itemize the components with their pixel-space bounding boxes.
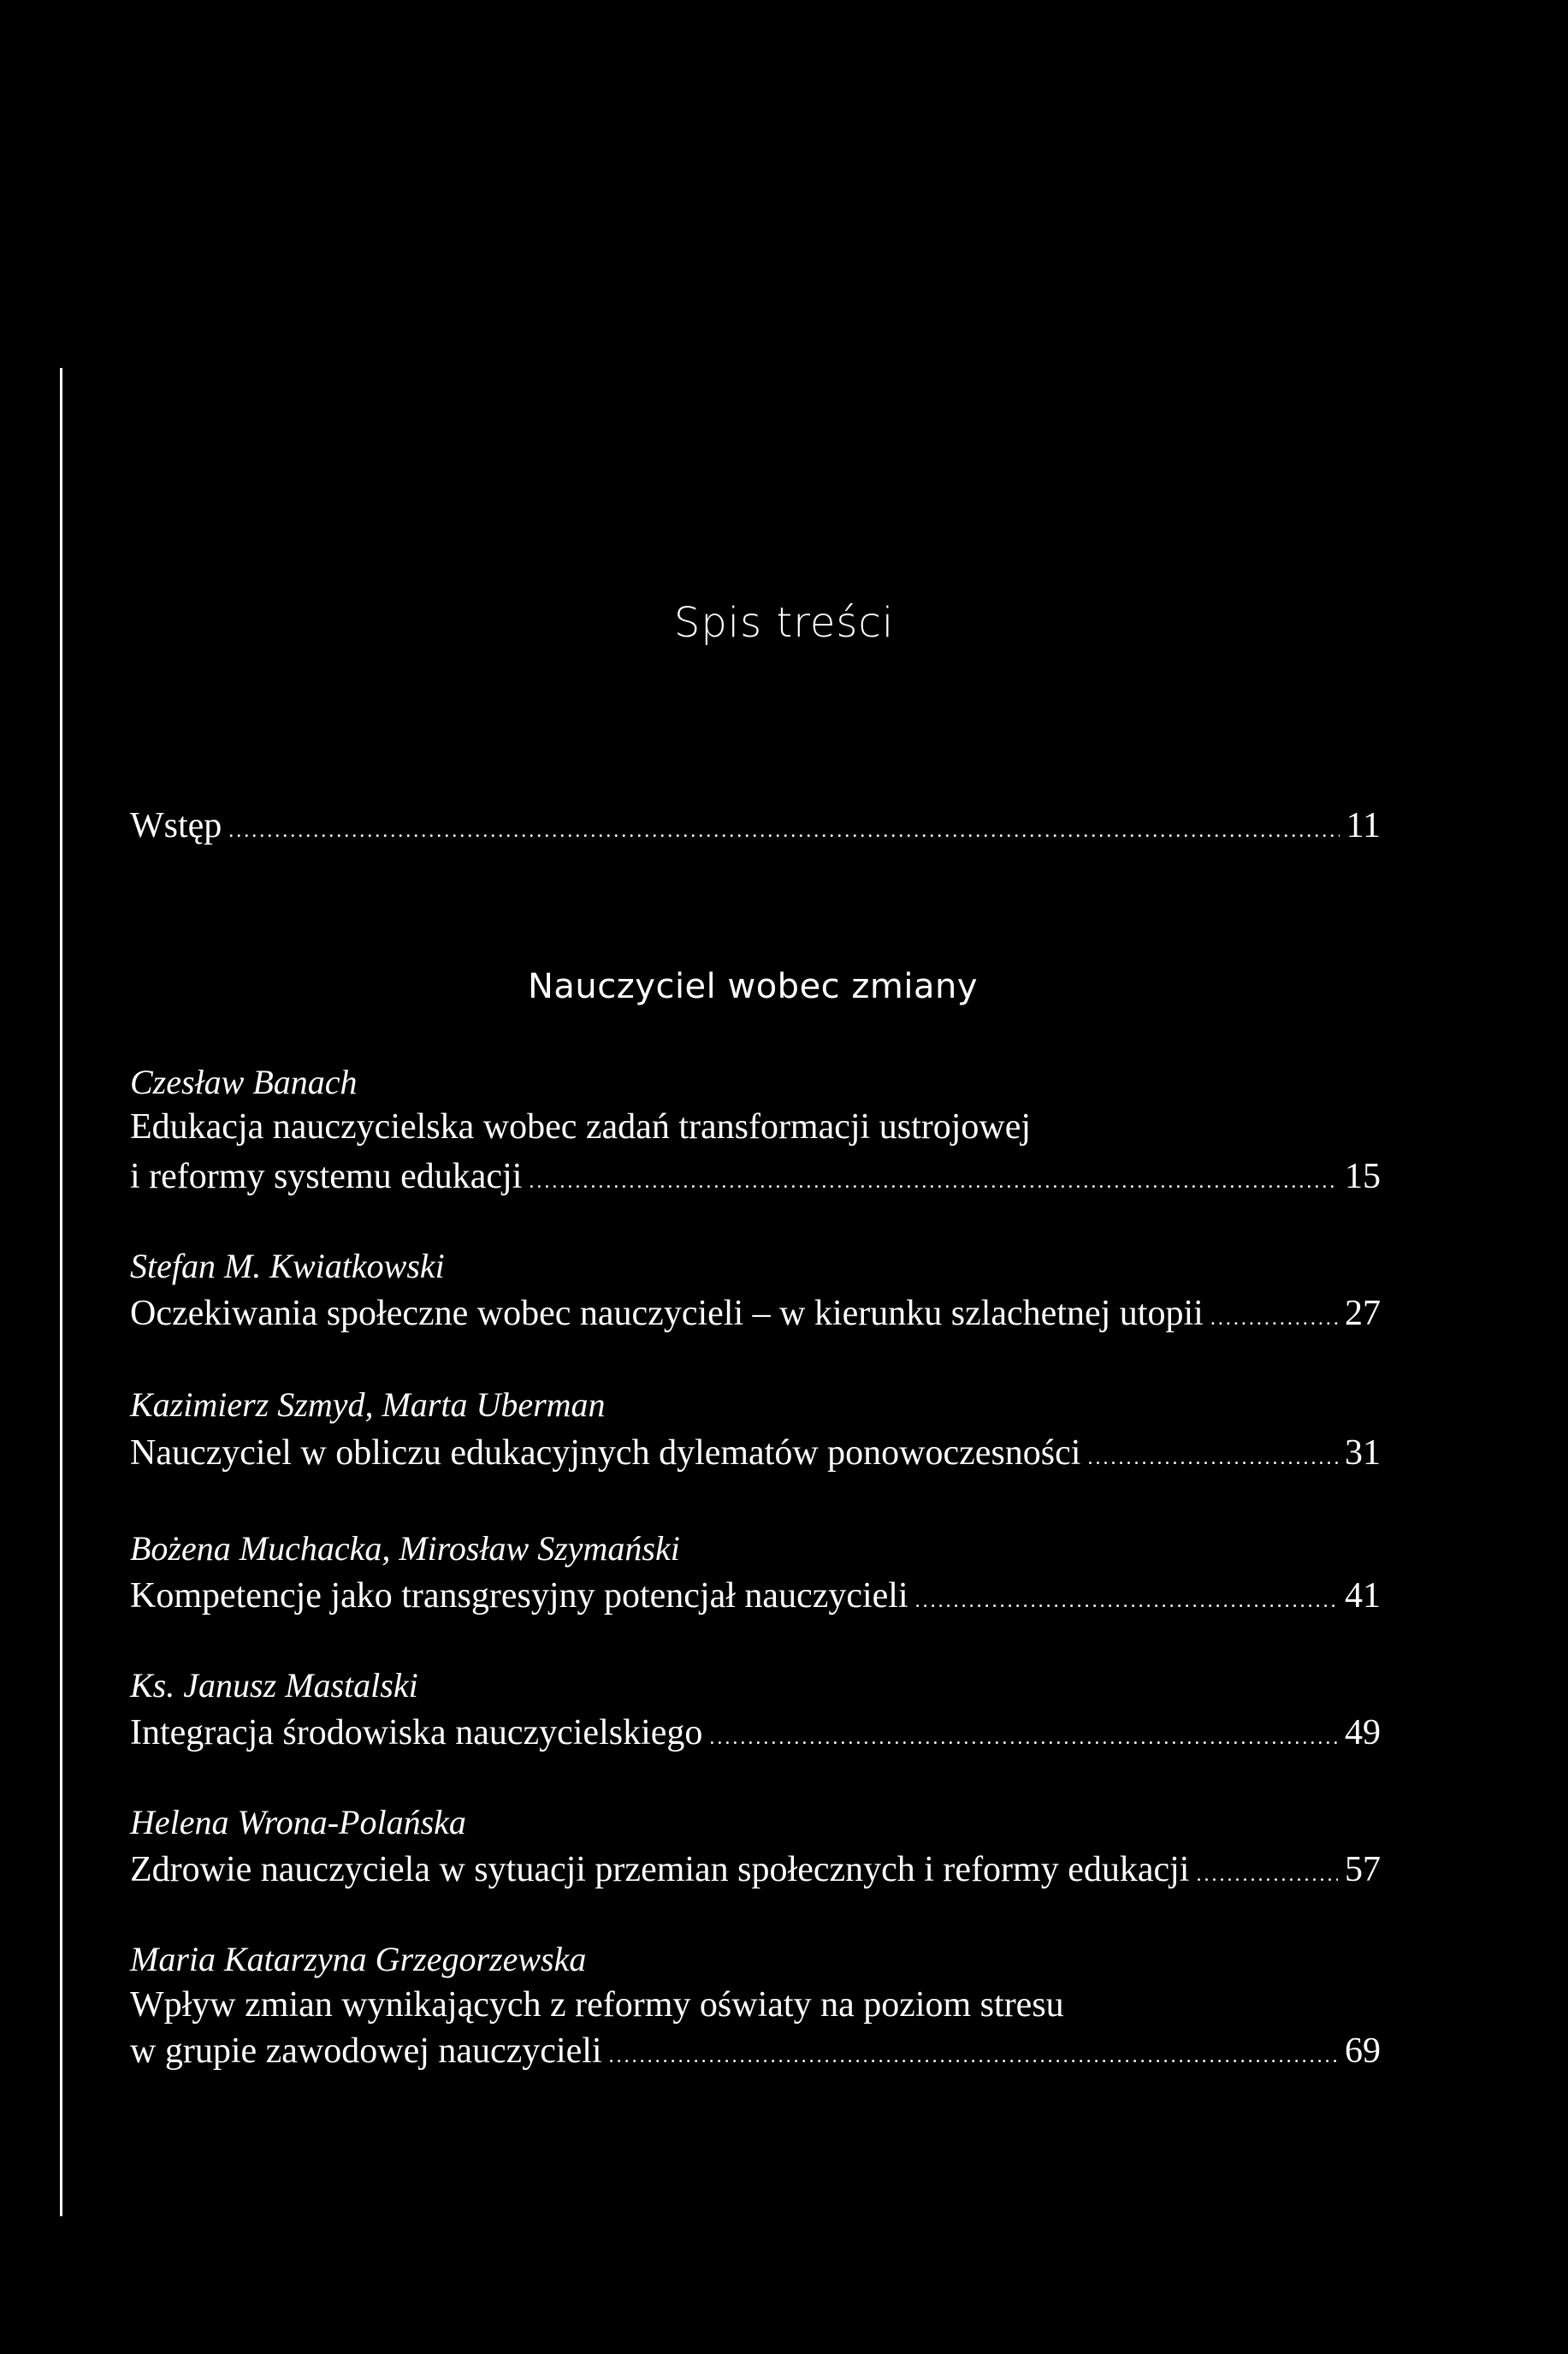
toc-entry-title: Kompetencje jako transgresyjny potencjał nauczycieli	[130, 1576, 908, 1616]
toc-entry[interactable]	[130, 1574, 1381, 1622]
toc-entry[interactable]	[130, 2030, 1381, 2078]
toc-page-number: 69	[1345, 2031, 1381, 2071]
entry-author: Ks. Janusz Mastalski	[130, 1666, 418, 1705]
toc-entry-title: Integracja środowiska nauczycielskiego	[130, 1713, 703, 1752]
page-title: Spis treści	[673, 599, 895, 647]
toc-entry-title: Oczekiwania społeczne wobec nauczycieli – w kierunku szlachetnej utopii	[130, 1294, 1204, 1333]
toc-entry-title-cont: i reformy systemu edukacji	[130, 1157, 523, 1196]
toc-page-number: 41	[1345, 1576, 1381, 1616]
toc-entry-title-cont: w grupie zawodowej nauczycieli	[130, 2031, 602, 2071]
dot-leader	[1210, 1297, 1338, 1340]
toc-entry-title: Nauczyciel w obliczu edukacyjnych dylematów ponowoczesności	[130, 1433, 1081, 1473]
toc-entry[interactable]	[130, 1155, 1381, 1203]
toc-entry[interactable]	[130, 1292, 1381, 1340]
dot-leader	[709, 1717, 1338, 1759]
section-title: Nauczyciel wobec zmiany	[528, 967, 978, 1006]
dot-leader	[529, 1160, 1338, 1203]
toc-page-number: 31	[1345, 1433, 1381, 1473]
dot-leader	[1087, 1437, 1338, 1479]
toc-entry-title: Wpływ zmian wynikających z reformy oświaty na poziom stresu	[130, 1985, 1064, 2025]
toc-entry-title: Wstęp	[130, 806, 222, 845]
toc-entry-title: Zdrowie nauczyciela w sytuacji przemian społecznych i reformy edukacji	[130, 1850, 1190, 1889]
dot-leader	[228, 809, 1339, 852]
dot-leader	[1196, 1853, 1338, 1896]
entry-author: Czesław Banach	[130, 1063, 358, 1101]
entry-author: Bożena Muchacka, Mirosław Szymański	[130, 1529, 680, 1568]
entry-author: Helena Wrona-Polańska	[130, 1803, 466, 1841]
toc-entry[interactable]	[130, 1711, 1381, 1759]
toc-entry-intro[interactable]	[130, 804, 1381, 852]
toc-page-number: 15	[1345, 1157, 1381, 1196]
toc-entry[interactable]	[130, 1848, 1381, 1896]
toc-page-number: 49	[1345, 1713, 1381, 1752]
entry-author: Kazimierz Szmyd, Marta Uberman	[130, 1385, 606, 1424]
toc-entry-title: Edukacja nauczycielska wobec zadań transformacji ustrojowej	[130, 1107, 1032, 1147]
toc-page-number: 27	[1345, 1294, 1381, 1333]
dot-leader	[609, 2035, 1338, 2078]
dot-leader	[915, 1580, 1338, 1622]
toc-entry[interactable]	[130, 1432, 1381, 1479]
toc-page-number: 11	[1346, 806, 1381, 845]
entry-author: Stefan M. Kwiatkowski	[130, 1247, 445, 1285]
toc-page-number: 57	[1345, 1850, 1381, 1889]
entry-author: Maria Katarzyna Grzegorzewska	[130, 1940, 587, 1978]
